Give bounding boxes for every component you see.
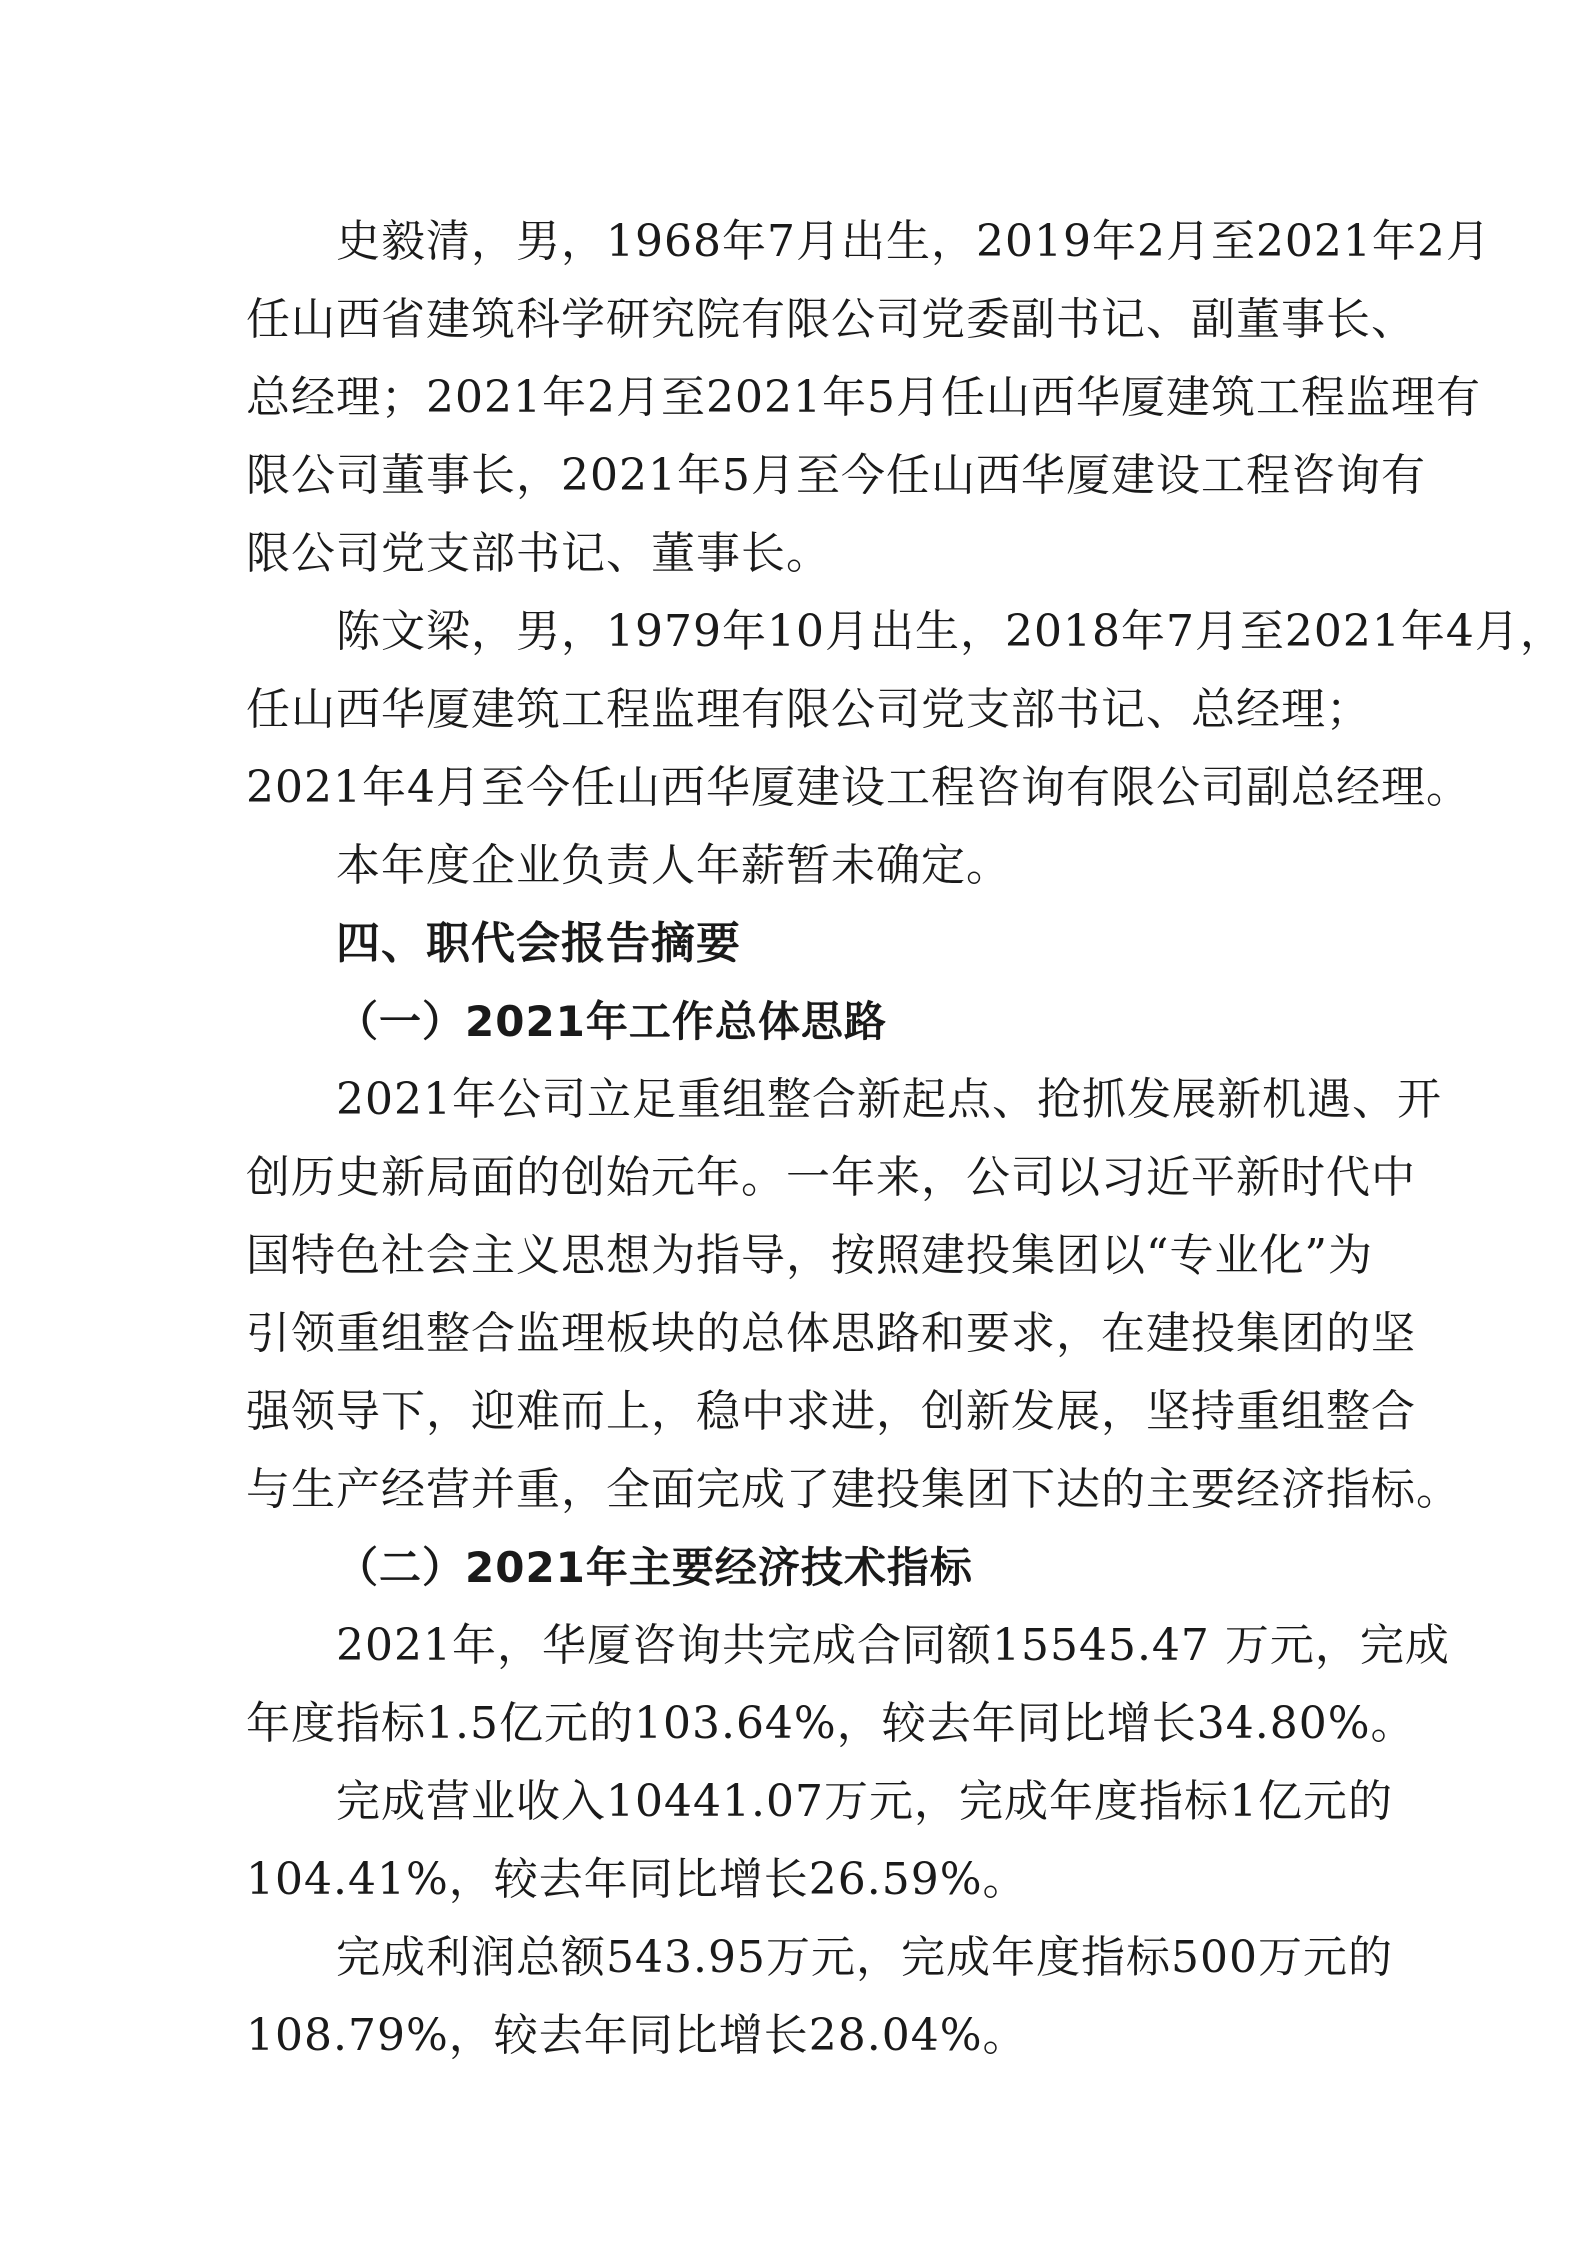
bio-shi-line: 限公司董事长，2021年5月至今任山西华厦建设工程咨询有 — [246, 450, 1426, 501]
sub1-body-line: 创历史新局面的创始元年。一年来，公司以习近平新时代中 — [246, 1152, 1416, 1203]
sub1-body-line: 引领重组整合监理板块的总体思路和要求，在建投集团的坚 — [246, 1308, 1416, 1359]
salary-note: 本年度企业负责人年薪暂未确定。 — [336, 840, 1011, 891]
subsection-title-1: （一）2021年工作总体思路 — [336, 997, 887, 1046]
contract-line: 年度指标1.5亿元的103.64%，较去年同比增长34.80%。 — [246, 1698, 1416, 1749]
sub1-body-line: 国特色社会主义思想为指导，按照建投集团以“专业化”为 — [246, 1230, 1373, 1281]
contract-line: 2021年，华厦咨询共完成合同额15545.47 万元，完成 — [336, 1620, 1450, 1671]
sub1-body-line: 强领导下，迎难而上，稳中求进，创新发展，坚持重组整合 — [246, 1386, 1416, 1437]
bio-chen-line: 2021年4月至今任山西华厦建设工程咨询有限公司副总经理。 — [246, 762, 1471, 813]
revenue-line: 104.41%，较去年同比增长26.59%。 — [246, 1854, 1028, 1905]
revenue-line: 完成营业收入10441.07万元，完成年度指标1亿元的 — [336, 1776, 1393, 1827]
bio-shi-line: 限公司党支部书记、董事长。 — [246, 528, 831, 579]
bio-shi-line: 史毅清，男，1968年7月出生，2019年2月至2021年2月 — [336, 216, 1491, 267]
sub1-body-line: 与生产经营并重，全面完成了建投集团下达的主要经济指标。 — [246, 1464, 1461, 1515]
section-title: 四、职代会报告摘要 — [336, 918, 741, 969]
bio-shi-line: 任山西省建筑科学研究院有限公司党委副书记、副董事长、 — [246, 294, 1416, 345]
subsection-title-2: （二）2021年主要经济技术指标 — [336, 1543, 973, 1592]
profit-line: 108.79%，较去年同比增长28.04%。 — [246, 2010, 1028, 2061]
bio-chen-line: 任山西华厦建筑工程监理有限公司党支部书记、总经理； — [246, 684, 1371, 735]
sub1-body-line: 2021年公司立足重组整合新起点、抢抓发展新机遇、开 — [336, 1074, 1442, 1125]
bio-shi-line: 总经理；2021年2月至2021年5月任山西华厦建筑工程监理有 — [246, 372, 1481, 423]
bio-chen-line: 陈文梁，男，1979年10月出生，2018年7月至2021年4月， — [336, 606, 1565, 657]
profit-line: 完成利润总额543.95万元，完成年度指标500万元的 — [336, 1932, 1393, 1983]
